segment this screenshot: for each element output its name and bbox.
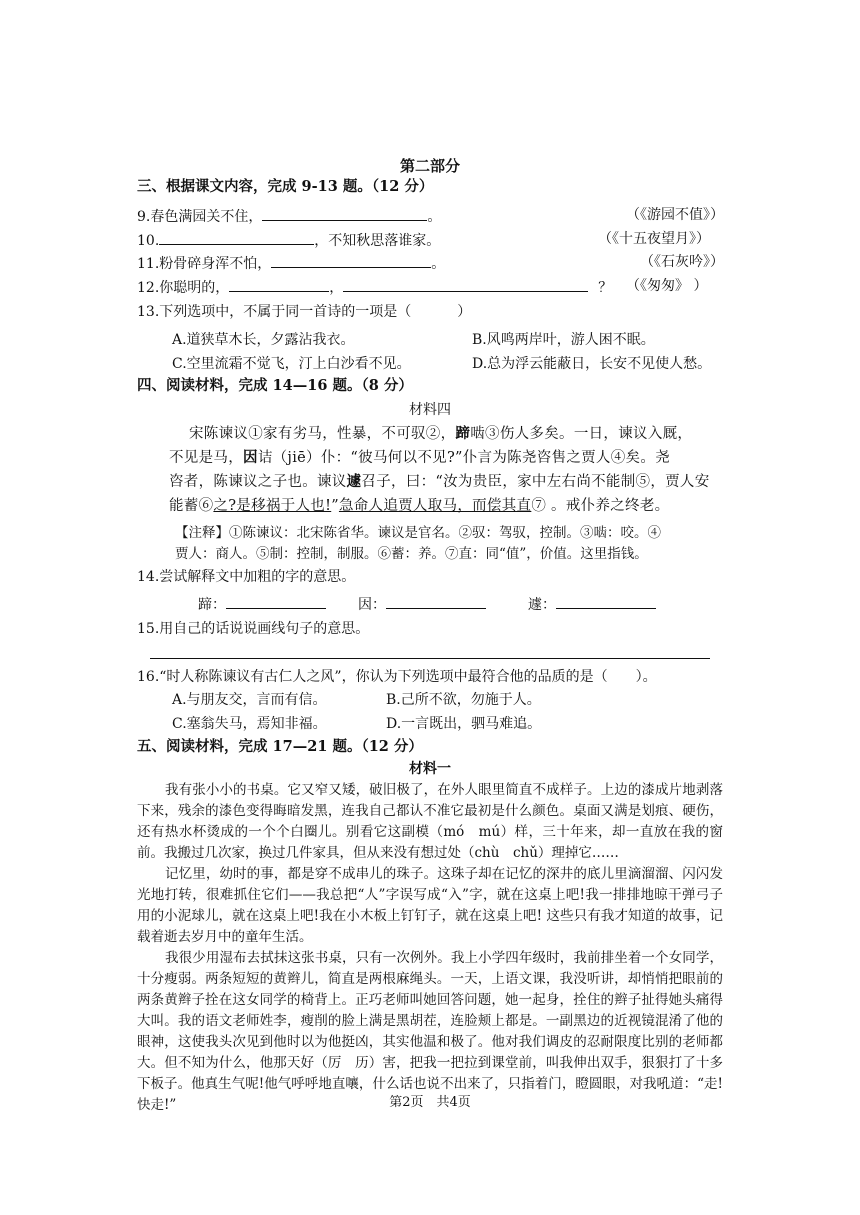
source-q11: （《石灰吟》）	[640, 254, 724, 270]
question-9: 9.春色满园关不住， 。	[137, 206, 441, 226]
answer-blank[interactable]	[556, 594, 656, 609]
section3-heading: 三、根据课文内容，完成 9-13 题。（12 分）	[137, 178, 434, 195]
annotation-line-1: 【注释】①陈谏议：北宋陈省华。谏议是官名。②驭：驾驭，控制。③啮：咬。④	[175, 525, 661, 541]
q16-option-a: A.与朋友交，言而有信。	[172, 692, 327, 708]
q14-item-ti: 蹄：	[198, 594, 326, 614]
answer-blank[interactable]	[226, 594, 326, 609]
source-q10: （《十五夜望月》）	[598, 231, 710, 247]
source-q12: （《匆匆》 ）	[626, 278, 708, 294]
source-q9: （《游园不值》）	[626, 207, 724, 223]
passage-line-2: 不见是马，因诘（jiē）仆：“彼马何以不见?”仆言为陈尧咨售之贾人④矣。尧	[169, 449, 670, 466]
passage-line-4: 能蓄⑥之?是移祸于人也!”急命人追贾人取马，而偿其直⑦ 。戒仆养之终老。	[169, 498, 670, 514]
q16-option-c: C.塞翁失马，焉知非福。	[172, 716, 327, 732]
answer-blank[interactable]	[159, 230, 314, 245]
answer-blank[interactable]	[343, 277, 588, 292]
annotation-line-2: 贾人：商人。⑤制：控制，制服。⑥蓄：养。⑦直：同“值”，价值。这里指钱。	[175, 546, 648, 562]
paragraph-1: 我有张小小的书桌。它又窄又矮，破旧极了，在外人眼里简直不成样子。上边的漆成片地剥落下来，残余的漆色变得晦暗发黑，连我自己都认不准它最初是什么颜色。桌面又满是划痕、硬伤，还有热水杯烫成的一个个白圈儿。别看它这副模（mó mú）样，三十年来，却一直放在我的窗前。我搬过几次家，换过几件家具，但从来没有想过处（chù chǔ）理掉它……	[137, 782, 723, 861]
section5-heading: 五、阅读材料，完成 17—21 题。（12 分）	[137, 738, 423, 755]
answer-blank[interactable]	[262, 206, 427, 221]
q14-item-yin: 因：	[358, 594, 486, 614]
option-b: B.风鸣两岸叶，游人困不眠。	[472, 332, 655, 348]
q14-item-ju: 遽：	[528, 594, 656, 614]
passage-line-1: 宋陈谏议①家有劣马，性暴，不可驭②，蹄啮③伤人多矣。一日，谏议入厩，	[189, 425, 693, 442]
question-12: 12.你聪明的， ， ？	[137, 277, 612, 297]
answer-blank[interactable]	[386, 594, 486, 609]
question-11: 11.粉骨碎身浑不怕， 。	[137, 253, 445, 273]
question-14: 14.尝试解释文中加粗的字的意思。	[137, 569, 356, 585]
material-4-title: 材料四	[409, 402, 451, 418]
paragraph-2: 记忆里，幼时的事，都是穿不成串儿的珠子。这珠子却在记忆的深井的底儿里滴溜溜、闪闪发光地打转，很难抓住它们——我总把“人”字误写成“入”字，就在这桌上吧!我一排排地晾干弹弓子用的小泥球儿，就在这桌上吧!我在小木板上钉钉子，就在这桌上吧! 这些只有我才知道的故事，记载着逝去岁月中的童年生活。	[137, 866, 723, 945]
page-footer: 第2页 共4页	[389, 1095, 471, 1110]
option-c: C.空里流霜不觉飞，汀上白沙看不见。	[172, 356, 411, 372]
section4-heading: 四、阅读材料，完成 14—16 题。（8 分）	[137, 377, 413, 394]
answer-blank[interactable]	[229, 277, 329, 292]
q16-option-d: D.一言既出，驷马难追。	[386, 716, 542, 732]
option-a: A.道狭草木长，夕露沾我衣。	[172, 332, 355, 348]
question-15: 15.用自己的话说说画线句子的意思。	[137, 621, 370, 637]
answer-blank[interactable]	[271, 253, 431, 268]
question-13: 13.下列选项中，不属于同一首诗的一项是（ ）	[137, 304, 472, 320]
question-16: 16.“时人称陈谏议有古仁人之风”，你认为下列选项中最符合他的品质的是（ ）。	[137, 669, 657, 685]
question-10: 10. ，不知秋思落谁家。	[137, 230, 440, 250]
q16-option-b: B.己所不欲，勿施于人。	[386, 692, 541, 708]
part-title: 第二部分	[399, 157, 460, 175]
paragraph-3: 我很少用湿布去拭抹这张书桌，只有一次例外。我上小学四年级时，我前排坐着一个女同学，十分瘦弱。两条短短的黄辫儿，简直是两根麻绳头。一天，上语文课，我没听讲，却悄悄把眼前的两条黄辫子拴在这女同学的椅背上。正巧老师叫她回答问题，她一起身，拴住的辫子扯得她头痛得大叫。我的语文老师姓李，瘦削的脸上满是黑胡茬，连脸颊上都是。一副黑边的近视镜混淆了他的眼神，这使我头次见到他时以为他挺凶，其实他温和极了。他对我们调皮的忍耐限度比别的老师都大。但不知为什么，他那天好（厉 历）害，把我一把拉到课堂前，叫我伸出双手，狠狠打了十多下板子。他真生气呢!他气呼呼地直嚷，什么话也说不出来了，只指着门，瞪圆眼，对我吼道：“走!快走!”	[137, 950, 723, 1113]
option-d: D.总为浮云能蔽日，长安不见使人愁。	[472, 356, 712, 372]
q15-answer-line[interactable]	[150, 658, 710, 659]
material-1-title: 材料一	[409, 761, 451, 777]
passage-line-3: 咨者，陈谏议之子也。谏议遽召子，曰：“汝为贵臣，家中左右尚不能制⑤，贾人安	[169, 473, 710, 490]
